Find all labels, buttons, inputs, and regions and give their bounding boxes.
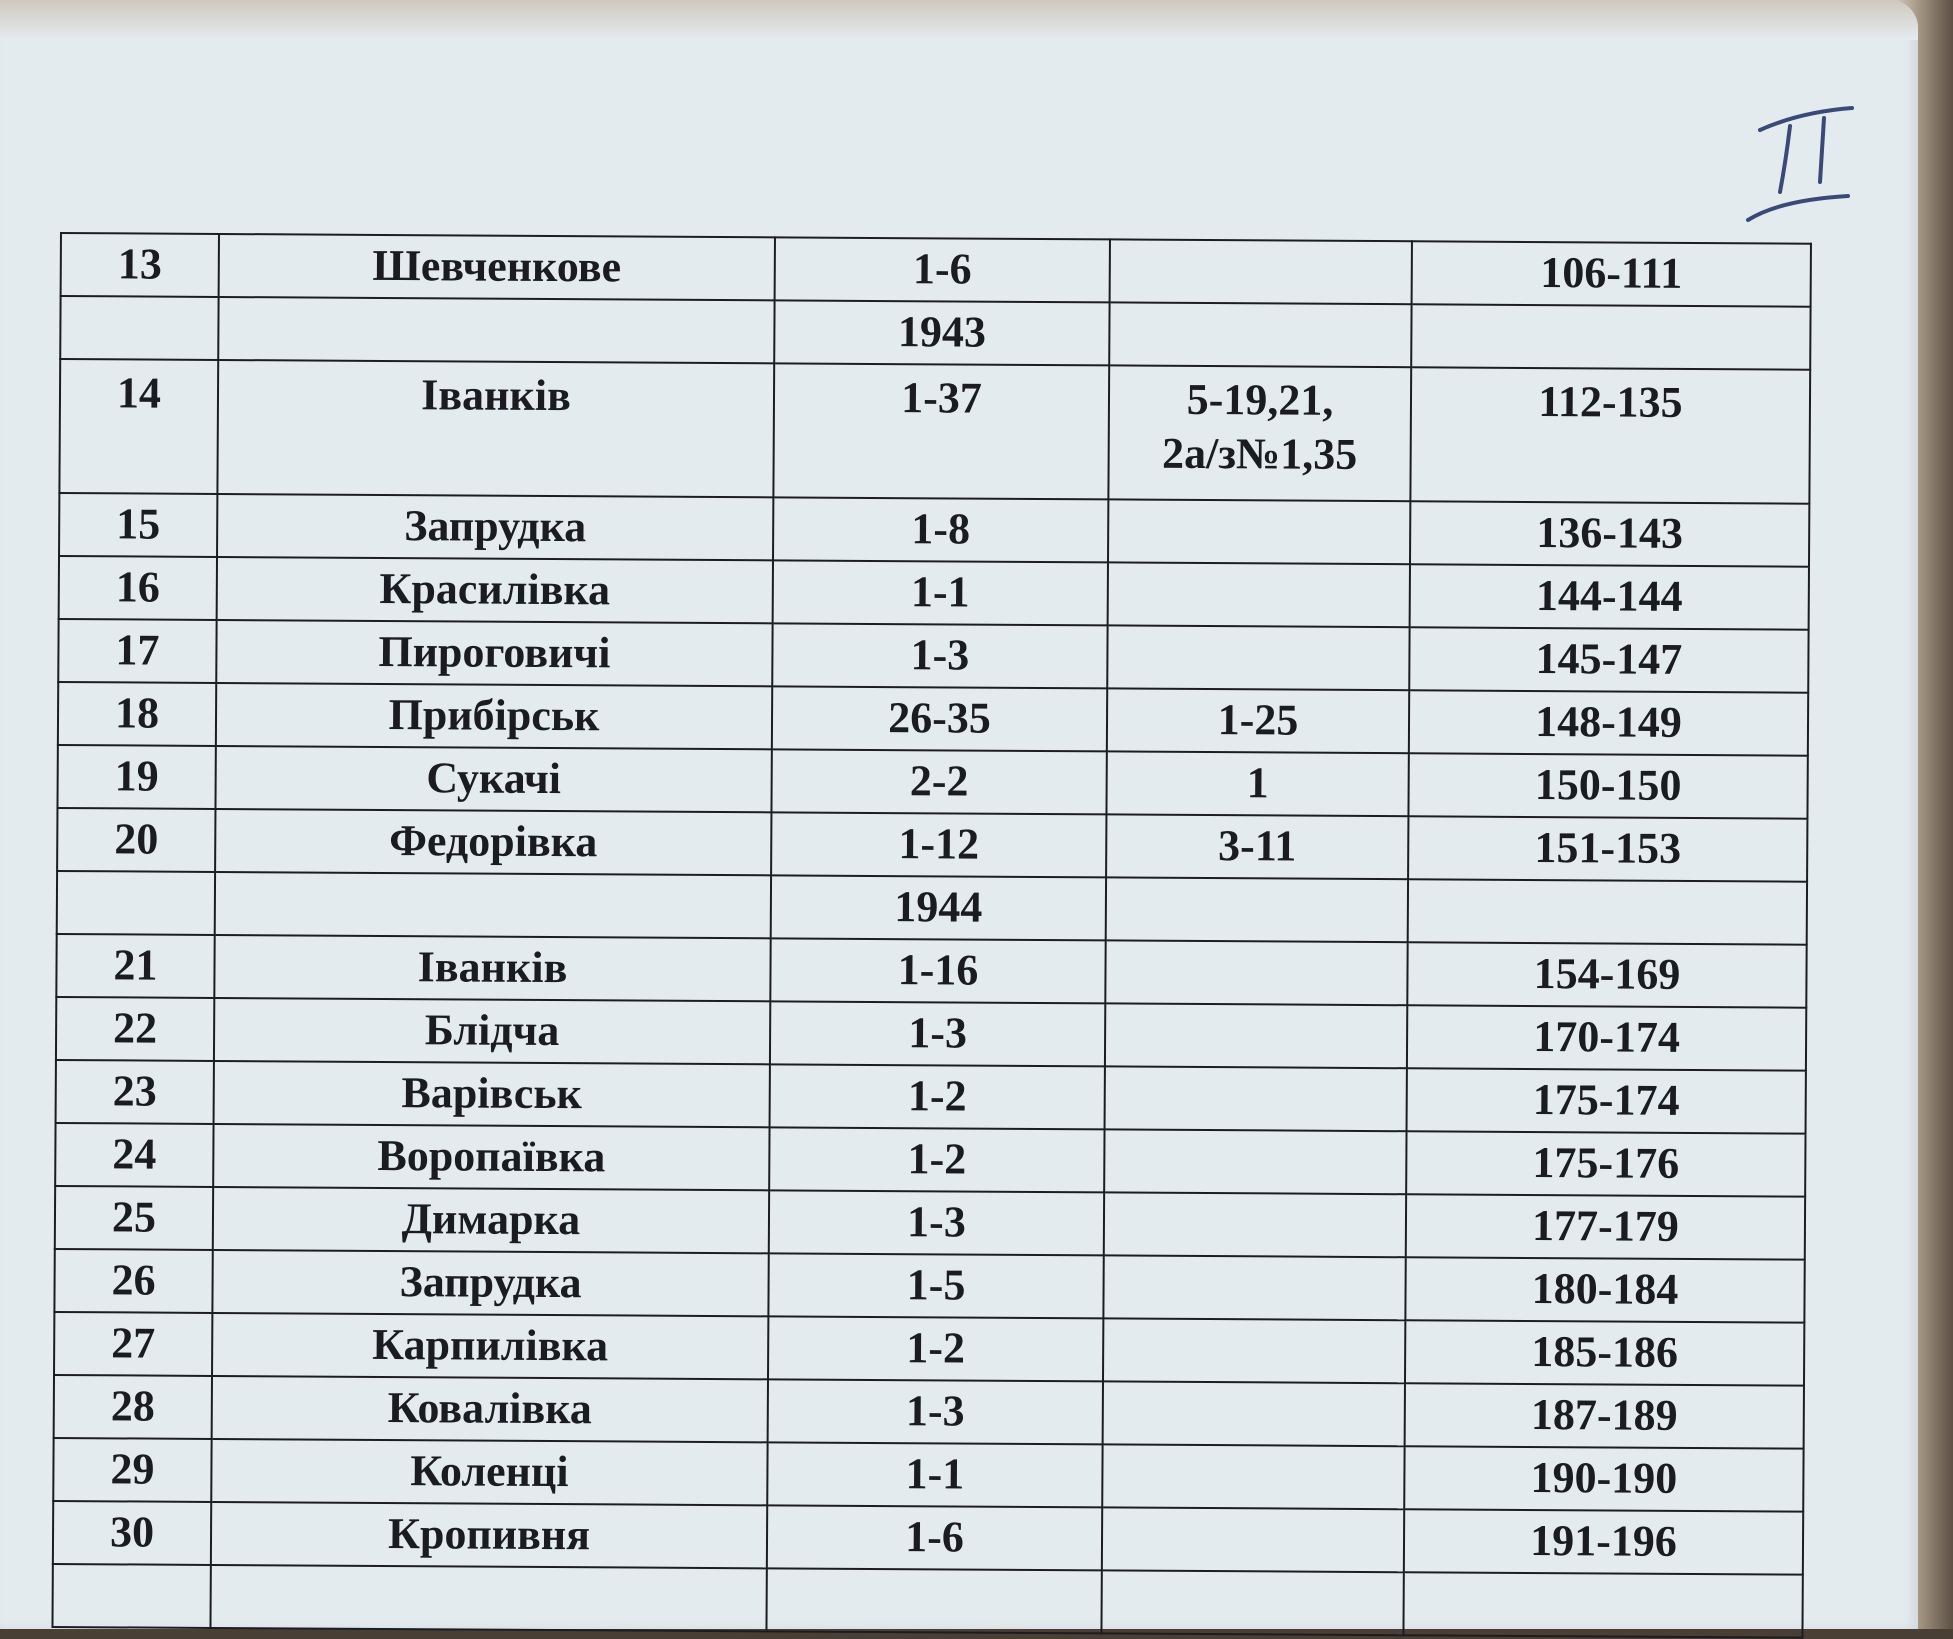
- settlement-name-cell: [218, 297, 774, 363]
- file-range-cell: 1-3: [772, 623, 1107, 688]
- page-range-cell: 106-111: [1412, 241, 1811, 306]
- settlement-name-cell: Кропивня: [211, 1502, 767, 1568]
- settlement-name-cell: Красилівка: [217, 557, 773, 623]
- settlement-name-cell: Іванків: [214, 935, 770, 1001]
- extra-range-cell: [1102, 1507, 1404, 1572]
- table-row: [58, 682, 1808, 756]
- extra-range-cell: [1103, 1318, 1405, 1383]
- extra-range-cell: [1108, 365, 1411, 501]
- settlement-name-cell: Блідча: [214, 998, 770, 1064]
- entry-number-cell: 28: [54, 1375, 212, 1439]
- page-range-cell: 145-147: [1409, 627, 1808, 692]
- table-row: [54, 1249, 1804, 1323]
- table-row: [59, 556, 1809, 630]
- file-range-cell: 1-5: [768, 1253, 1103, 1318]
- file-range-cell: 1-2: [770, 1064, 1105, 1129]
- extra-range-cell: [1105, 1066, 1407, 1131]
- entry-number-cell: 15: [59, 493, 217, 557]
- extra-range-cell: [1108, 562, 1410, 627]
- page-range-cell: 154-169: [1407, 942, 1806, 1007]
- entry-number-cell: 20: [57, 808, 215, 872]
- empty-cell: [766, 1568, 1101, 1633]
- page-range-cell: 151-153: [1408, 816, 1807, 881]
- year-row: [60, 296, 1810, 370]
- file-range-cell: 1-3: [770, 1001, 1105, 1066]
- file-range-cell: 1-3: [768, 1379, 1103, 1444]
- page-range-cell: 112-135: [1410, 367, 1810, 503]
- settlement-name-cell: Прибірськ: [216, 683, 772, 749]
- file-range-cell: 1-37: [773, 363, 1109, 499]
- extra-range-cell: 3-11: [1106, 814, 1408, 879]
- entry-number-cell: 30: [53, 1501, 211, 1565]
- file-range-cell: 1-6: [775, 237, 1110, 302]
- extra-range-line-1: 5-19,21,: [1186, 374, 1334, 425]
- file-range-cell: 1-1: [773, 560, 1108, 625]
- settlement-name-cell: Ковалівка: [212, 1376, 768, 1442]
- year-cell: 1943: [774, 300, 1109, 365]
- extra-range-cell: [1104, 1129, 1406, 1194]
- empty-cell: [1403, 1572, 1802, 1637]
- table-row: [56, 997, 1806, 1071]
- extra-range-cell: [1102, 1444, 1404, 1509]
- extra-range-cell: [1107, 625, 1409, 690]
- table-row: [53, 1501, 1803, 1575]
- entry-number-cell: 13: [61, 233, 219, 297]
- entry-number-cell: 22: [56, 997, 214, 1061]
- settlement-name-cell: Варівськ: [214, 1061, 770, 1127]
- entry-number-cell: 19: [57, 745, 215, 809]
- extra-range-cell: [1104, 1192, 1406, 1257]
- extra-range-cell: [1106, 877, 1408, 942]
- extra-range-cell: [1110, 239, 1412, 304]
- entry-number-cell: 16: [59, 556, 217, 620]
- extra-range-cell: 1: [1106, 751, 1408, 816]
- extra-range-cell: [1105, 940, 1407, 1005]
- empty-cell: [210, 1565, 766, 1631]
- page-range-cell: 175-174: [1407, 1068, 1806, 1133]
- settlement-name-cell: [215, 872, 771, 938]
- file-range-cell: 1-16: [770, 938, 1105, 1003]
- file-range-cell: 26-35: [772, 686, 1107, 751]
- entry-number-cell: 25: [55, 1186, 213, 1250]
- table-row: [55, 1186, 1805, 1260]
- table-row: [53, 1438, 1803, 1512]
- settlement-name-cell: Федорівка: [215, 809, 771, 875]
- file-range-cell: 1-2: [769, 1127, 1104, 1192]
- extra-range-cell: [1108, 499, 1410, 564]
- table-row: [57, 808, 1807, 882]
- year-row: [57, 871, 1807, 945]
- settlement-name-cell: Воропаївка: [213, 1124, 769, 1190]
- page-range-cell: 187-189: [1405, 1383, 1804, 1448]
- table-row: [55, 1123, 1805, 1197]
- page-range-cell: [1408, 879, 1807, 944]
- settlement-name-cell: Пироговичі: [216, 620, 772, 686]
- table-row: [58, 619, 1808, 693]
- settlement-name-cell: Коленці: [211, 1439, 767, 1505]
- settlement-name-cell: Карпилівка: [212, 1313, 768, 1379]
- page-range-cell: 136-143: [1410, 501, 1809, 566]
- file-range-cell: 1-8: [773, 497, 1108, 562]
- file-range-cell: 1-2: [768, 1316, 1103, 1381]
- file-range-cell: 2-2: [771, 749, 1106, 814]
- page-range-cell: 170-174: [1407, 1005, 1806, 1070]
- entry-number-cell: 24: [55, 1123, 213, 1187]
- page-range-cell: 148-149: [1409, 690, 1808, 755]
- entry-number-cell: 26: [54, 1249, 212, 1313]
- file-range-cell: 1-1: [767, 1442, 1102, 1507]
- year-cell: 1944: [771, 875, 1106, 940]
- extra-range-line-2: 2а/з№1,35: [1161, 428, 1358, 480]
- empty-cell: [1101, 1570, 1403, 1635]
- page-range-cell: 175-176: [1406, 1131, 1805, 1196]
- page-range-cell: 190-190: [1404, 1446, 1803, 1511]
- empty-cell: [52, 1564, 210, 1628]
- page-range-cell: 185-186: [1405, 1320, 1804, 1385]
- settlement-name-cell: Димарка: [213, 1187, 769, 1253]
- table-row: [59, 493, 1809, 567]
- table-row: [61, 233, 1811, 307]
- page-range-cell: 191-196: [1404, 1509, 1803, 1574]
- table-row: [59, 359, 1810, 504]
- register-table: [51, 232, 1811, 1639]
- extra-range-cell: 1-25: [1107, 688, 1409, 753]
- settlement-name-cell: Сукачі: [215, 746, 771, 812]
- handwritten-roman-numeral-mark: [1740, 100, 1870, 230]
- table-row: [54, 1312, 1804, 1386]
- entry-number-cell: 14: [59, 359, 218, 494]
- extra-range-cell: [1103, 1381, 1405, 1446]
- settlement-name-cell: Іванків: [217, 360, 774, 497]
- extra-range-cell: [1103, 1255, 1405, 1320]
- file-range-cell: 1-12: [771, 812, 1106, 877]
- entry-number-cell: [57, 871, 215, 935]
- page-range-cell: 144-144: [1410, 564, 1809, 629]
- table-row: [54, 1375, 1804, 1449]
- page-range-cell: 150-150: [1408, 753, 1807, 818]
- entry-number-cell: 17: [58, 619, 216, 683]
- table-row: [57, 745, 1807, 819]
- settlement-name-cell: Запрудка: [212, 1250, 768, 1316]
- entry-number-cell: [60, 296, 218, 360]
- entry-number-cell: 18: [58, 682, 216, 746]
- file-range-cell: 1-3: [769, 1190, 1104, 1255]
- page-range-cell: [1411, 304, 1810, 369]
- entry-number-cell: 27: [54, 1312, 212, 1376]
- page-range-cell: 177-179: [1406, 1194, 1805, 1259]
- table-row: [56, 1060, 1806, 1134]
- entry-number-cell: 23: [56, 1060, 214, 1124]
- table-row: [56, 934, 1806, 1008]
- extra-range-cell: [1105, 1003, 1407, 1068]
- empty-row: [52, 1564, 1802, 1638]
- file-range-cell: 1-6: [767, 1505, 1102, 1570]
- page-top-shading: [0, 0, 1918, 40]
- settlement-name-cell: Шевченкове: [219, 234, 775, 300]
- page-range-cell: 180-184: [1405, 1257, 1804, 1322]
- register-table-body: [52, 233, 1810, 1638]
- entry-number-cell: 21: [56, 934, 214, 998]
- extra-range-cell: [1109, 302, 1411, 367]
- settlement-name-cell: Запрудка: [217, 494, 773, 560]
- entry-number-cell: 29: [53, 1438, 211, 1502]
